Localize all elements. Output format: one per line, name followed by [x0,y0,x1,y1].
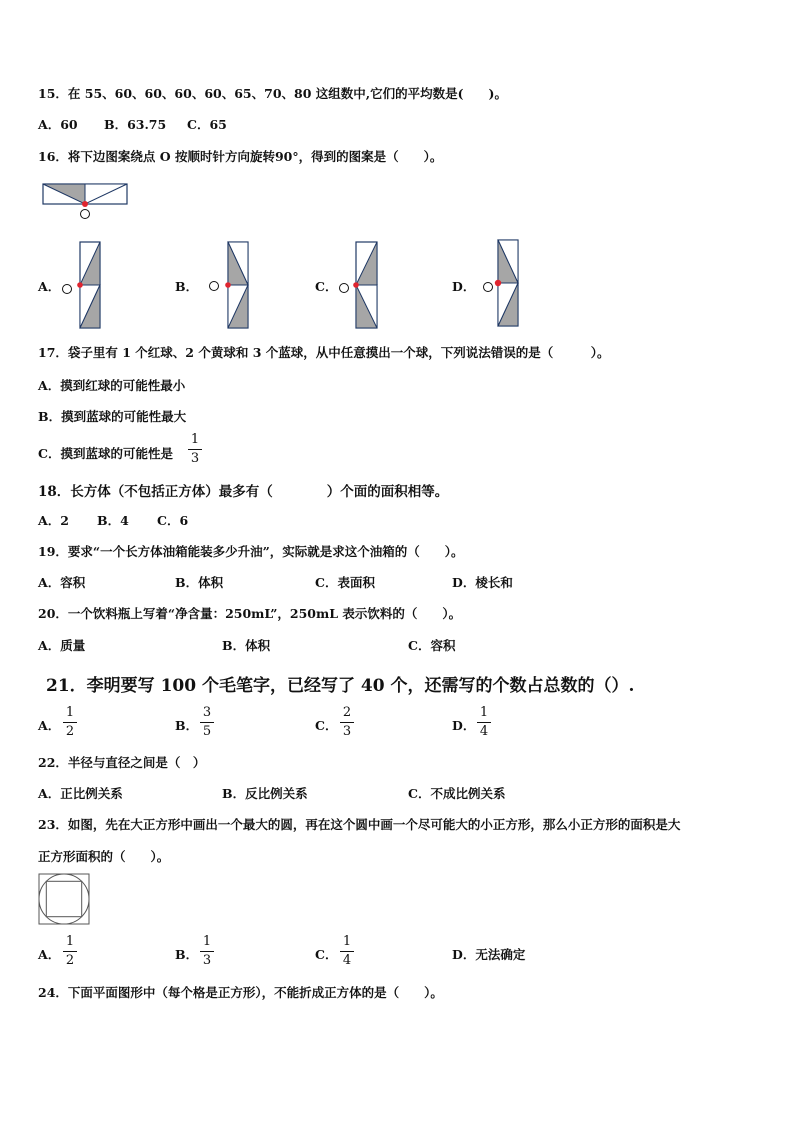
q16-option-a-figure[interactable] [60,242,110,332]
q21-option-b[interactable]: B． [175,718,199,733]
q16-option-b-figure[interactable] [206,242,256,332]
q15-option-c[interactable]: C．65 [187,117,227,132]
question-22: 22．半径与直径之间是（ ） [38,755,206,770]
q22-option-c[interactable]: C．不成比例关系 [408,786,506,801]
q16-option-c-figure[interactable] [336,242,386,332]
q19-option-c[interactable]: C．表面积 [315,575,375,590]
q21-fraction-d: 1 4 [477,706,491,739]
q16-option-d[interactable]: D． [452,279,476,294]
question-23-line-2: 正方形面积的（ ）。 [38,849,170,864]
q19-option-a[interactable]: A．容积 [38,575,86,590]
q20-option-a[interactable]: A．质量 [38,638,86,653]
q16-option-d-figure[interactable] [476,240,526,330]
q21-option-a[interactable]: A． [38,718,61,733]
q23-fraction-a: 1 2 [63,935,77,968]
q17-fraction: 1 3 [188,433,202,466]
q20-option-c[interactable]: C．容积 [408,638,456,653]
q23-option-b[interactable]: B． [175,947,199,962]
rotation-source-figure [42,183,132,223]
question-15: 15．在 55、60、60、60、60、65、70、80 这组数中,它们的平均数是( )。 [38,86,507,101]
q21-fraction-a: 1 2 [63,706,77,739]
question-18: 18．长方体（不包括正方体）最多有（ ）个面的面积相等。 [38,484,449,500]
q23-option-a[interactable]: A． [38,947,61,962]
q21-fraction-b: 3 5 [200,706,214,739]
q17-option-b[interactable]: B．摸到蓝球的可能性最大 [38,409,187,424]
q23-fraction-c: 1 4 [340,935,354,968]
question-19: 19．要求“一个长方体油箱能装多少升油”，实际就是求这个油箱的（ ）。 [38,544,464,559]
q18-option-c[interactable]: C．6 [157,513,189,528]
q21-option-d[interactable]: D． [452,718,476,733]
q18-option-a[interactable]: A．2 [38,513,69,528]
q15-option-b[interactable]: B．63.75 [104,117,167,132]
q21-fraction-c: 2 3 [340,706,354,739]
question-20: 20．一个饮料瓶上写着“净含量：250mL”，250mL 表示饮料的（ ）。 [38,606,462,621]
q16-option-a[interactable]: A． [38,279,61,294]
q23-fraction-b: 1 3 [200,935,214,968]
question-21: 21．李明要写 100 个毛笔字，已经写了 40 个，还需写的个数占总数的（）. [46,676,635,696]
q17-option-c[interactable]: C．摸到蓝球的可能性是 [38,446,173,461]
q17-option-a[interactable]: A．摸到红球的可能性最小 [38,378,186,393]
q23-option-d[interactable]: D．无法确定 [452,947,526,962]
q20-option-b[interactable]: B．体积 [222,638,271,653]
question-24: 24．下面平面图形中（每个格是正方形），不能折成正方体的是（ ）。 [38,985,443,1000]
q19-option-b[interactable]: B．体积 [175,575,224,590]
q23-option-c[interactable]: C． [315,947,338,962]
question-17: 17．袋子里有 1 个红球、2 个黄球和 3 个蓝球，从中任意摸出一个球，下列说法错误的是（ ）。 [38,345,610,360]
q19-option-d[interactable]: D．棱长和 [452,575,513,590]
q16-option-c[interactable]: C． [315,279,338,294]
question-23-line-1: 23．如图，先在大正方形中画出一个最大的圆，再在这个圆中画一个尽可能大的小正方形，那么小正方形的面积是大 [38,817,681,832]
q15-option-a[interactable]: A．60 [38,117,78,132]
question-16: 16．将下边图案绕点 O 按顺时针方向旋转90°，得到的图案是（ ）。 [38,149,443,164]
square-circle-square-figure [38,873,92,927]
q18-option-b[interactable]: B．4 [97,513,129,528]
q16-option-b[interactable]: B． [175,279,199,294]
q21-option-c[interactable]: C． [315,718,338,733]
q22-option-a[interactable]: A．正比例关系 [38,786,123,801]
q22-option-b[interactable]: B．反比例关系 [222,786,308,801]
